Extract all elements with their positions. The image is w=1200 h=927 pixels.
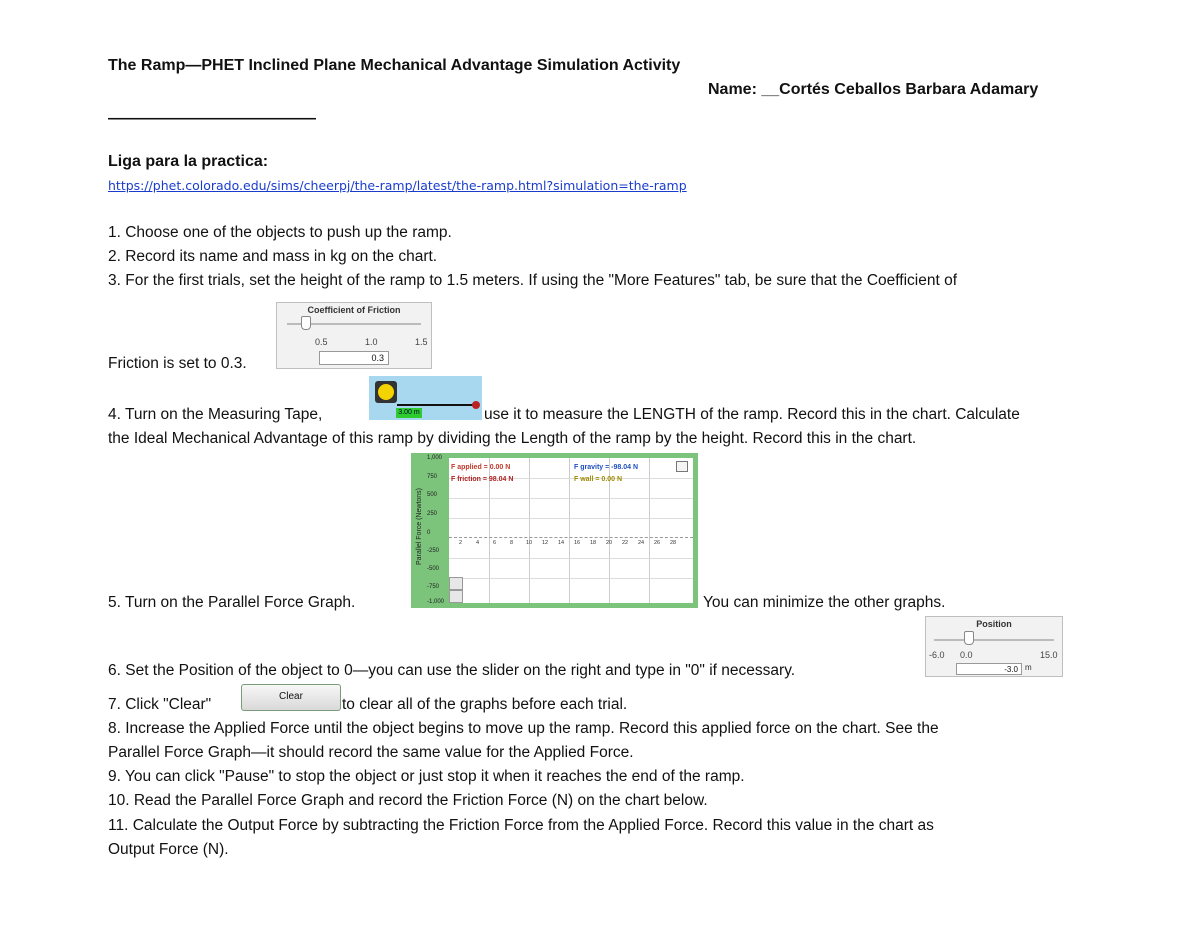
- graph-plot-area: [449, 458, 693, 603]
- graph-y-tick: -250: [427, 548, 440, 554]
- friction-tick: 1.5: [415, 337, 428, 347]
- friction-tick: 1.0: [365, 337, 378, 347]
- graph-y-tick: 0: [427, 530, 431, 536]
- clear-button-image: Clear: [241, 684, 341, 711]
- step-9: 9. You can click "Pause" to stop the object or just stop it when it reaches the end of the ramp.: [108, 768, 745, 785]
- graph-y-tick: 250: [427, 511, 438, 517]
- graph-x-tick: 16: [574, 540, 581, 546]
- step-4b: use it to measure the LENGTH of the ramp. Record this in the chart. Calculate: [484, 406, 1020, 423]
- graph-y-tick: -500: [427, 566, 440, 572]
- friction-label: Coefficient of Friction: [307, 305, 401, 315]
- graph-x-tick: 20: [606, 540, 613, 546]
- f-gravity-label: F gravity = -98.04 N: [574, 464, 639, 471]
- student-name: Name: __Cortés Ceballos Barbara Adamary: [708, 81, 1039, 98]
- graph-x-tick: 8: [510, 540, 514, 546]
- step-7a: 7. Click "Clear": [108, 696, 212, 713]
- step-8a: 8. Increase the Applied Force until the object begins to move up the ramp. Record this applied force on the chart. See the: [108, 720, 939, 737]
- step-11a: 11. Calculate the Output Force by subtracting the Friction Force from the Applied Force. Record this value in the chart as: [108, 817, 934, 834]
- position-thumb-icon: [964, 631, 974, 645]
- friction-value-box: 0.3: [319, 351, 389, 365]
- graph-x-tick: 22: [622, 540, 629, 546]
- position-label: Position: [976, 619, 1012, 629]
- step-6: 6. Set the Position of the object to 0—you can use the slider on the right and type in "0" if necessary.: [108, 662, 796, 679]
- f-wall-label: F wall = 0.00 N: [574, 476, 623, 483]
- graph-x-tick: 4: [476, 540, 480, 546]
- graph-x-tick: 14: [558, 540, 565, 546]
- position-value-box: -3.0: [956, 663, 1022, 675]
- tape-reel-icon: [375, 381, 397, 403]
- parallel-force-graph-image: [411, 453, 698, 608]
- graph-zero-axis: [449, 537, 693, 538]
- friction-slider-image: [276, 302, 432, 369]
- step-1: 1. Choose one of the objects to push up the ramp.: [108, 224, 452, 241]
- friction-tick: 0.5: [315, 337, 328, 347]
- step-3: 3. For the first trials, set the height of the ramp to 1.5 meters. If using the "More Features" tab, be sure that the Coefficient of: [108, 272, 958, 289]
- position-tick: 15.0: [1040, 650, 1058, 660]
- tape-line: [397, 404, 475, 406]
- graph-x-tick: 6: [493, 540, 497, 546]
- zoom-out-icon: [449, 590, 463, 603]
- simulation-link[interactable]: https://phet.colorado.edu/sims/cheerpj/the-ramp/latest/the-ramp.html?simulation=the-ramp: [108, 178, 687, 193]
- step-5b: You can minimize the other graphs.: [703, 594, 946, 611]
- name-underline: —————————————: [108, 110, 316, 127]
- step-2: 2. Record its name and mass in kg on the chart.: [108, 248, 438, 265]
- step-3-continued: Friction is set to 0.3.: [108, 355, 247, 372]
- step-8b: Parallel Force Graph—it should record the same value for the Applied Force.: [108, 744, 634, 761]
- graph-y-tick: 1,000: [427, 455, 443, 461]
- graph-y-tick: 750: [427, 474, 438, 480]
- liga-label: Liga para la practica:: [108, 153, 269, 170]
- graph-x-tick: 24: [638, 540, 645, 546]
- tape-reading: 3.00 m: [396, 408, 422, 418]
- graph-y-tick: 500: [427, 492, 438, 498]
- step-4c: the Ideal Mechanical Advantage of this ramp by dividing the Length of the ramp by the height. Record this in the chart.: [108, 430, 917, 447]
- measuring-tape-image: [369, 376, 482, 420]
- step-10: 10. Read the Parallel Force Graph and record the Friction Force (N) on the chart below.: [108, 792, 708, 809]
- f-friction-label: F friction = 98.04 N: [451, 476, 514, 483]
- graph-x-tick: 2: [459, 540, 463, 546]
- position-tick: -6.0: [929, 650, 945, 660]
- graph-y-label: Parallel Force (Newtons): [416, 487, 424, 566]
- step-7b: to clear all of the graphs before each trial.: [342, 696, 628, 713]
- f-applied-label: F applied = 0.00 N: [451, 464, 511, 471]
- position-track: [934, 639, 1054, 641]
- graph-x-tick: 26: [654, 540, 661, 546]
- position-slider-image: [925, 616, 1063, 677]
- friction-thumb-icon: [301, 316, 311, 330]
- graph-x-tick: 10: [526, 540, 533, 546]
- graph-y-tick: -750: [427, 584, 440, 590]
- step-11b: Output Force (N).: [108, 841, 229, 858]
- graph-x-tick: 28: [670, 540, 677, 546]
- graph-x-tick: 18: [590, 540, 597, 546]
- step-5a: 5. Turn on the Parallel Force Graph.: [108, 594, 356, 611]
- zoom-in-icon: [449, 577, 463, 590]
- position-unit: m: [1025, 663, 1032, 672]
- step-4a: 4. Turn on the Measuring Tape,: [108, 406, 323, 423]
- graph-x-tick: 12: [542, 540, 549, 546]
- tape-end-icon: [472, 401, 480, 409]
- document-title: The Ramp—PHET Inclined Plane Mechanical Advantage Simulation Activity: [108, 57, 681, 74]
- graph-y-tick: -1,000: [427, 599, 445, 605]
- position-tick: 0.0: [960, 650, 973, 660]
- minimize-icon: [676, 461, 688, 472]
